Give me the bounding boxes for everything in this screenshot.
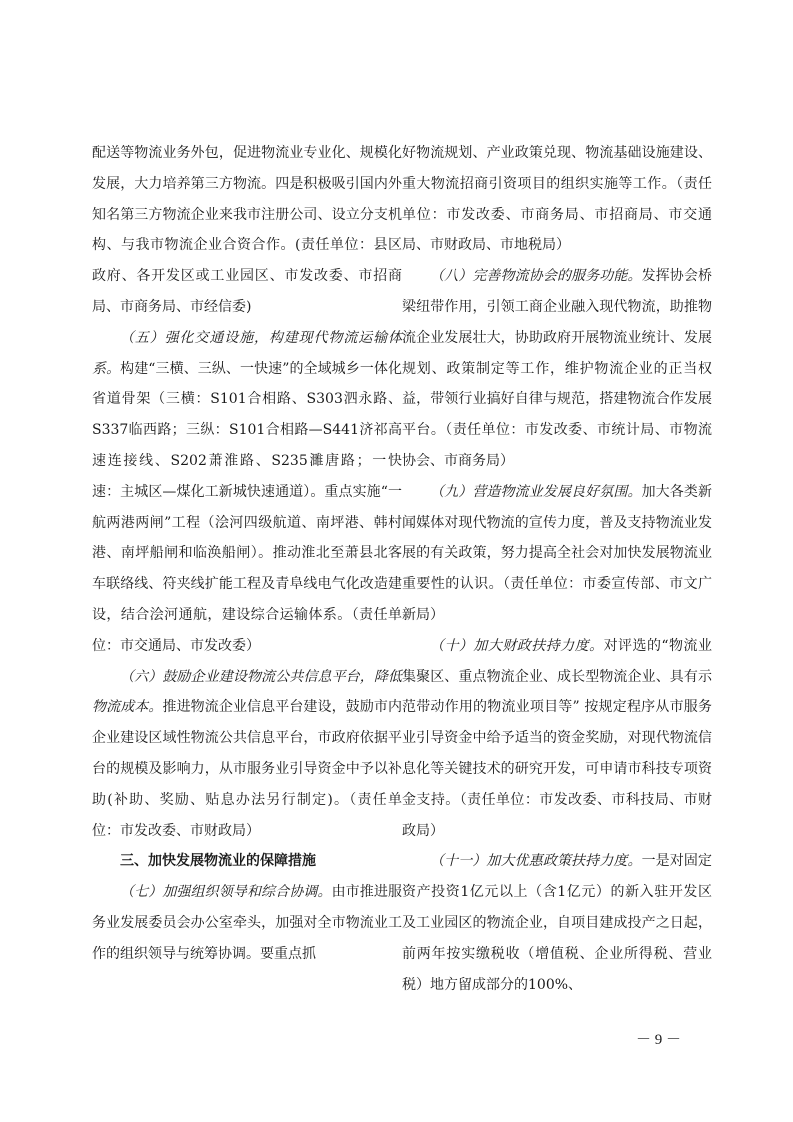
paragraph [92, 877, 402, 969]
paragraph: 配送等物流业务外包，促进物流业专业化、规模化发展，大力培养第三方物流。四是积极吸引国内外知名第三方物流企业来我市注册公司、设立分支机构、与我市物流企业合资合作。(责任单位：县区政府、各开发区或工业园区、市发改委、市招商局、市商务局、市经信委) [92, 145, 402, 315]
page-number: － 9 － [636, 1032, 682, 1048]
subsection-title: （五）强化交通设施，构建现代物流运输体系。 [92, 329, 402, 377]
paragraph [92, 662, 402, 847]
paragraph-body: 推进物流企业信息平台建设，鼓励市内企业建设区域性物流公共信息平台，市政府依据平台的规模及影响力，从市服务业引导资金中予以补助(补助、奖励、贴息办法另行制定)。（责任单位：市发改委、市财政局） [92, 699, 403, 839]
paragraph-body: 发挥协会桥梁纽带作用，引领工商企业融入现代物流，助推物流企业发展壮大，协助政府开展物流业统计、发展规划、政策制定等工作，维护物流企业的正当权益，带领行业搞好自律与规范，搭建物流合作发展平台。（责任单位：市发改委、市统计局、市物流协会、市商务局） [402, 268, 712, 469]
paragraph [402, 846, 712, 1000]
paragraph [402, 261, 712, 477]
subsection-title: （七）加强组织领导和综合协调。 [120, 884, 332, 901]
paragraph: 好物流规划、产业政策兑现、物流基础设施建设、重大物流招商引资项目的组织实施等工作。（责任单位：市发改委、市商务局、市招商局、市交通局、市财政局、市地税局） [402, 145, 712, 254]
section-heading: 三、加快发展物流业的保障措施 [120, 853, 316, 870]
subsection-title: （十）加大财政扶持力度。 [430, 637, 604, 654]
subsection-title: （九）营造物流业发展良好氛围。 [430, 483, 642, 500]
right-column [402, 138, 712, 1000]
paragraph [402, 477, 712, 631]
subsection-title: （八）完善物流协会的服务功能。 [430, 268, 642, 285]
paragraph-body: 由市推进服务业发展委员会办公室牵头，加强对全市物流业工作的组织领导与统筹协调。要重点抓 [92, 884, 402, 962]
paragraph [92, 323, 402, 662]
subsection-title: （十一）加大优惠政策扶持力度。 [430, 853, 642, 870]
paragraph-body: 构建“三横、三纵、一快速”的全域城乡一体化省道骨架（三横：S101合相路、S303泗永路、S337临西路；三纵：S101合相路—S441济祁高速连接线、S202萧淮路、S235濉唐路；一快速：主城区—煤化工新城快速通道）。重点实施“一航两港两闸”工程（浍河四级航道、南坪港、韩村港、南坪船闸和临涣船闸）。推动淮北至萧县北客车联络线、符夹线扩能工程及青阜线电气化改造建设，结合浍河通航，建设综合运输体系。（责任单位：市交通局、市发改委） [92, 360, 402, 654]
paragraph-body: 对评选的“物流业集聚区、重点物流企业、成长型物流企业、具有示范带动作用的物流业项目等” 按规定程序从市服务业引导资金中给予适当的资金奖励，对现代物流信息化等关键技术的研究开发，可申请市科技专项资金支持。（责任单位：市发改委、市科技局、市财政局） [402, 637, 712, 839]
paragraph-body: 一是对固定资产投资1亿元以上（含1亿元）的新入驻开发区及工业园区的物流企业，自项目建成投产之日起，前两年按实缴税收（增值税、企业所得税、营业税）地方留成部分的100%、 [402, 853, 712, 993]
left-column [92, 138, 402, 970]
subsection-title: （六）鼓励企业建设物流公共信息平台，降低物流成本。 [92, 668, 402, 716]
paragraph [402, 631, 712, 847]
paragraph-body: 加大各类新闻媒体对现代物流的宣传力度，普及支持物流业发展的有关政策，努力提高全社会对加快发展物流业重要性的认识。（责任单位：市委宣传部、市文广新局） [402, 483, 712, 623]
